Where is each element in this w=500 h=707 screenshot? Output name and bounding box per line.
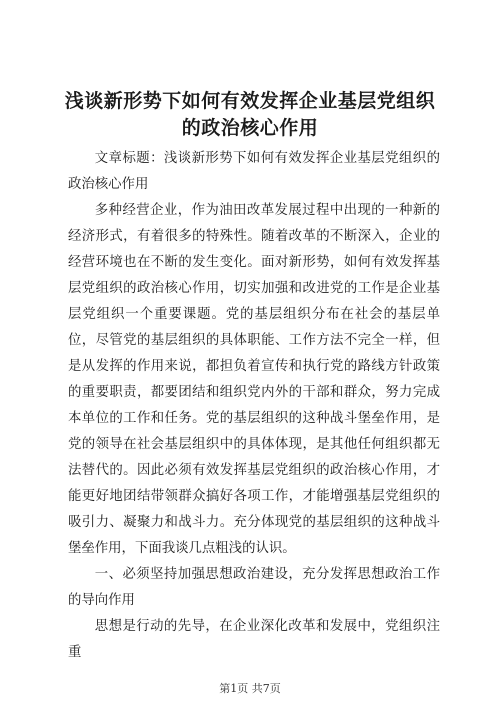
body-paragraph: 思想是行动的先导，在企业深化改革和发展中，党组织注重	[68, 619, 440, 660]
page-number-footer: 第1页 共7页	[219, 682, 281, 695]
document-body	[68, 146, 440, 666]
body-paragraph: 多种经营企业，作为油田改革发展过程中出现的一种新的经济形式，有着很多的特殊性。随着改革的不断深入，企业的经营环境也在不断的发生变化。面对新形势，如何有效发挥基层党组织的政治核心作用，切实加强和改进党的工作是企业基层党组织一个重要课题。党的基层组织分布在社会的基层单位，尽管党的基层组织的具体职能、工作方法不完全一样，但是从发挥的作用来说，都担负着宣传和执行党的路线方针政策的重要职责，都要团结和组织党内外的干部和群众，努力完成本单位的工作和任务。党的基层组织的这种战斗堡垒作用，是党的领导在社会基层组织中的具体体现，是其他任何组织都无法替代的。因此必须有效发挥基层党组织的政治核心作用，才能更好地团结带领群众搞好各项工作，才能增强基层党组织的吸引力、凝聚力和战斗力。充分体现党的基层组织的这种战斗堡垒作用，下面我谈几点粗浅的认识。	[68, 203, 440, 556]
document-title: 浅谈新形势下如何有效发挥企业基层党组织的政治核心作用	[64, 90, 436, 139]
article-title-line: 文章标题：浅谈新形势下如何有效发挥企业基层党组织的政治核心作用	[68, 151, 440, 192]
section-heading: 一、必须坚持加强思想政治建设，充分发挥思想政治工作的导向作用	[68, 567, 440, 608]
